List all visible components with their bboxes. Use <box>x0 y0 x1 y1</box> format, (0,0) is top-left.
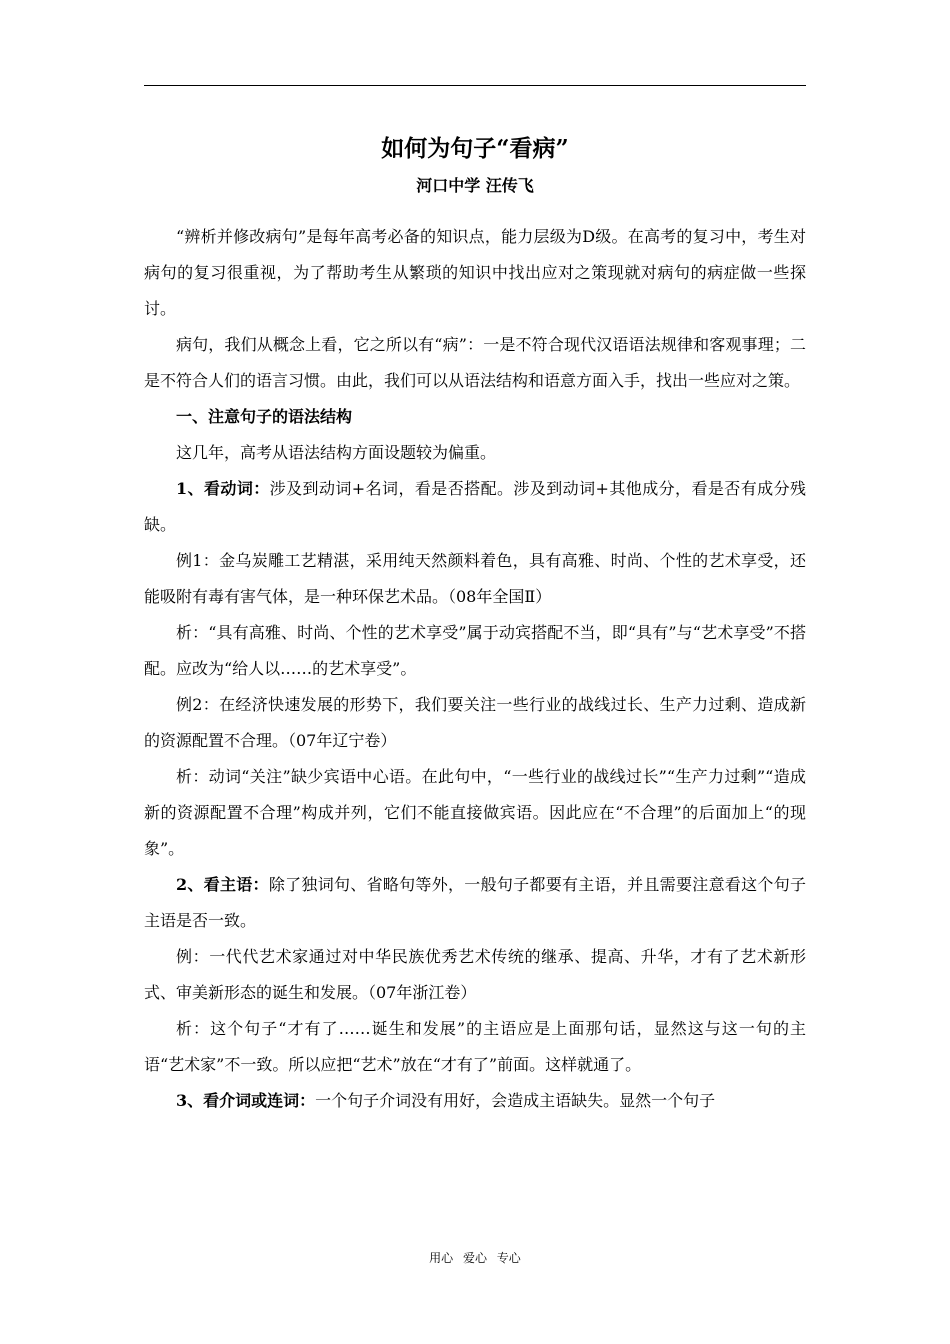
paragraph: 例2：在经济快速发展的形势下，我们要关注一些行业的战线过长、生产力过剩、造成新的资源配置不合理。（07年辽宁卷） <box>144 695 806 750</box>
point-lead: 2、看主语： <box>176 875 269 894</box>
paragraph: 病句，我们从概念上看，它之所以有“病”：一是不符合现代汉语语法规律和客观事理；二是不符合人们的语言习惯。由此，我们可以从语法结构和语意方面入手，找出一些应对之策。 <box>144 335 806 390</box>
page-footer: 用心 爱心 专心 <box>429 1251 521 1265</box>
author-line: 河口中学 汪传飞 <box>416 176 534 195</box>
point-text: 除了独词句、省略句等外，一般句子都要有主语，并且需要注意看这个句子主语是否一致。 <box>144 875 806 930</box>
paragraph <box>144 867 806 939</box>
paragraph <box>144 471 806 543</box>
section-heading: 一、注意句子的语法结构 <box>176 407 353 426</box>
page-title: 如何为句子“看病” <box>381 135 569 162</box>
point-text: 涉及到动词+名词，看是否搭配。涉及到动词+其他成分，看是否有成分残缺。 <box>144 479 806 534</box>
paragraph: 例1：金乌炭雕工艺精湛，采用纯天然颜料着色，具有高雅、时尚、个性的艺术享受，还能吸附有毒有害气体，是一种环保艺术品。（08年全国Ⅱ） <box>144 551 806 606</box>
paragraph: 例：一代代艺术家通过对中华民族优秀艺术传统的继承、提高、升华，才有了艺术新形式、审美新形态的诞生和发展。（07年浙江卷） <box>144 947 806 1002</box>
article-body <box>144 219 806 1119</box>
paragraph: 这几年，高考从语法结构方面设题较为偏重。 <box>176 443 497 462</box>
point-text: 一个句子介词没有用好，会造成主语缺失。显然一个句子 <box>315 1091 716 1110</box>
paragraph <box>144 1083 806 1119</box>
header-rule <box>144 85 806 86</box>
paragraph: 析：这个句子“才有了……诞生和发展”的主语应是上面那句话，显然这与这一句的主语“艺术家”不一致。所以应把“艺术”放在“才有了”前面。这样就通了。 <box>144 1019 806 1074</box>
paragraph: 析：动词“关注”缺少宾语中心语。在此句中，“一些行业的战线过长”“生产力过剩”“造成新的资源配置不合理”构成并列，它们不能直接做宾语。因此应在“不合理”的后面加上“的现象”。 <box>144 767 806 858</box>
point-lead: 3、看介词或连词： <box>176 1091 316 1110</box>
point-lead: 1、看动词： <box>176 479 270 498</box>
paragraph: “辨析并修改病句”是每年高考必备的知识点，能力层级为D级。在高考的复习中，考生对病句的复习很重视，为了帮助考生从繁琐的知识中找出应对之策现就对病句的病症做一些探讨。 <box>144 227 806 318</box>
paragraph: 析：“具有高雅、时尚、个性的艺术享受”属于动宾搭配不当，即“具有”与“艺术享受”不搭配。应改为“给人以……的艺术享受”。 <box>144 623 806 678</box>
